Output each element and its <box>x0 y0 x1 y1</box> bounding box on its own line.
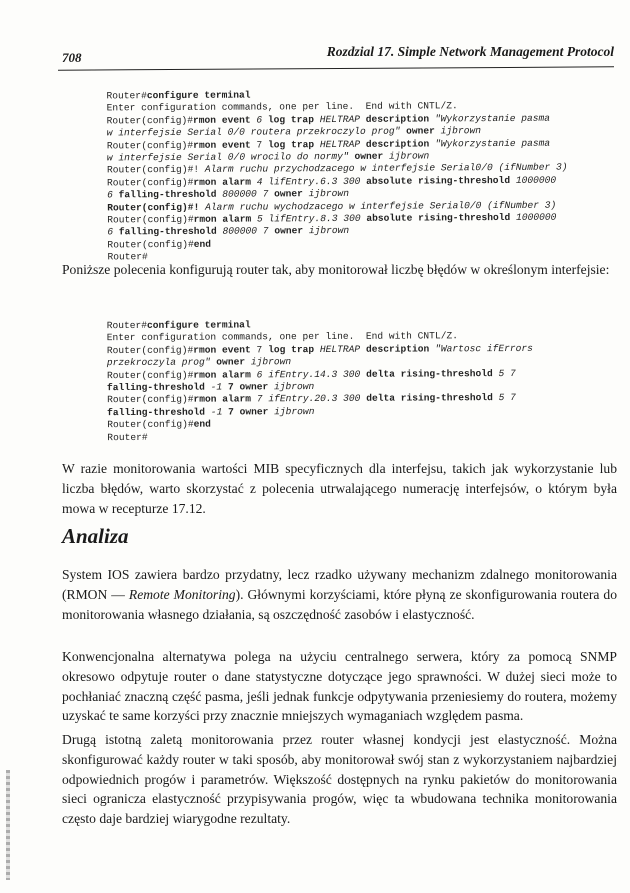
code-line <box>107 367 533 382</box>
paragraph-3-text-b: ). Głównymi korzyściami, które płyną ze skonfigurowania routera do monitorowania własnego działania, są oszczędność zasobów i elastyczność. <box>62 586 618 622</box>
code-segment: rmon alarm <box>193 213 252 225</box>
paragraph-2: W razie monitorowania wartości MIB specyficznych dla interfejsu, takich jak wykorzystanie lub liczba błędów, warto skorzystać z polecenia utrwalającego numerację interfejsów, o którym była mowa w recepturze 17.12. <box>62 461 617 516</box>
code-segment: Router(config)# <box>106 344 194 356</box>
code-segment: Router# <box>107 251 148 263</box>
code-segment: 6 <box>250 114 268 126</box>
code-segment: Router(config)# <box>107 418 194 431</box>
code-segment: 6 <box>107 189 119 201</box>
code-block-1 <box>106 88 568 264</box>
code-segment: Router(config)# <box>106 139 194 151</box>
code-segment: 1000000 <box>510 174 557 186</box>
scan-artifact <box>6 770 10 880</box>
code-segment: 5 7 <box>492 367 516 379</box>
code-segment: Router(config)#! <box>107 201 206 213</box>
code-segment: Router# <box>107 431 148 443</box>
code-segment: end <box>193 418 211 430</box>
code-segment: 6 <box>107 226 119 238</box>
code-segment: HELTRAP <box>314 138 366 150</box>
code-segment: log trap <box>267 113 314 126</box>
code-segment: description <box>365 343 430 355</box>
code-segment: przekroczyla prog" <box>106 356 217 369</box>
code-segment: ijbrown <box>268 380 315 393</box>
code-segment: Alarm ruchu wychodzacego w interfejsie Serial0/0 (ifNumber 3) <box>205 199 557 213</box>
code-segment: "Wartosc ifErrors <box>429 342 533 355</box>
code-segment: 7 owner <box>227 381 269 393</box>
code-segment: rmon alarm <box>193 176 252 188</box>
code-segment: Enter configuration commands, one per line. End with CNTL/Z. <box>106 330 458 344</box>
paragraph-5: Drugą istotną zaletą monitorowania przez router własnej kondycji jest elastyczność. Można skonfigurować każdy router w taki sposób, aby monitorował swój stan z wykorzystaniem najbardziej odpowiednich progów i parametrów. Większość dostępnych na rynku pakietów do monitorowania sieci ogranicza elastyczność przypisywania progów, więc ta wbudowana technika monitorowania często daje bardziej wiarygodne rezultaty. <box>62 732 617 827</box>
code-segment: Router(config)# <box>107 238 194 251</box>
code-segment: end <box>193 238 212 250</box>
chapter-title: Rozdzial 17. Simple Network Management Protocol <box>326 44 614 59</box>
code-segment: falling-threshold <box>107 406 206 418</box>
code-segment: 4 lifEntry.6.3 300 <box>250 175 367 188</box>
code-segment: 6 ifEntry.14.3 300 <box>250 368 367 380</box>
code-segment: owner <box>274 188 303 200</box>
code-segment: Router(config)# <box>106 114 194 127</box>
code-segment: Router(config)# <box>106 369 194 381</box>
paragraph-3 <box>62 565 617 624</box>
code-segment: -1 <box>205 406 229 418</box>
code-segment: absolute rising-threshold <box>366 174 511 187</box>
code-segment: ijbrown <box>302 188 349 200</box>
code-segment: 800000 7 <box>216 225 275 238</box>
code-segment: 7 owner <box>228 406 269 418</box>
code-segment: HELTRAP <box>313 113 366 125</box>
code-segment: owner <box>274 225 304 237</box>
code-segment: rmon event <box>193 344 251 356</box>
code-segment: delta rising-threshold <box>366 392 493 405</box>
code-segment: rmon alarm <box>193 393 252 406</box>
code-block-2 <box>107 318 534 444</box>
code-segment: 5 7 <box>492 392 516 404</box>
code-segment: 7 ifEntry.20.3 300 <box>251 393 367 405</box>
code-segment: owner <box>216 356 246 368</box>
code-segment: w interfejsie Serial 0/0 routera przekroczylo prog" <box>106 125 407 139</box>
code-line <box>107 392 533 407</box>
code-segment: ijbrown <box>245 356 292 368</box>
code-segment: falling-threshold <box>107 381 205 394</box>
code-segment: ijbrown <box>268 405 315 418</box>
section-heading: Analiza <box>62 524 129 548</box>
code-segment: ijbrown <box>383 150 430 162</box>
code-segment: ijbrown <box>303 225 350 237</box>
code-segment: Router(config)# <box>107 394 194 406</box>
code-segment: Router(config)# <box>107 213 194 226</box>
code-segment: log trap <box>267 138 315 150</box>
code-segment: Alarm ruchu przychodzacego w interfejsie Serial0/0 (ifNumber 3) <box>204 161 568 176</box>
code-segment: rmon event <box>193 139 251 151</box>
code-segment: log trap <box>268 343 315 356</box>
code-segment: falling-threshold <box>118 188 217 201</box>
code-segment: configure terminal <box>146 89 251 102</box>
code-segment: Router(config)# <box>107 176 194 189</box>
code-segment: 7 <box>250 138 269 151</box>
code-segment: rmon event <box>192 114 251 126</box>
code-segment: configure terminal <box>146 319 251 331</box>
code-segment: Router(config)#! <box>106 164 205 176</box>
paragraph-1: Poniższe polecenia konfigurują router tak, aby monitorował liczbę błędów w określonym interfejsie: <box>62 262 610 277</box>
code-segment: description <box>365 138 430 150</box>
code-segment: "Wykorzystanie pasma <box>429 137 551 149</box>
paragraph-3-text-a: System IOS zawiera bardzo przydatny, lecz rzadko używany mechanizm zdalnego monitorowania (RMON — <box>62 567 617 602</box>
code-segment: delta rising-threshold <box>366 367 493 380</box>
code-segment: 1000000 <box>510 211 557 223</box>
code-segment: owner <box>406 125 435 137</box>
code-segment: HELTRAP <box>314 343 366 355</box>
paragraph-4: Konwencjonalna alternatywa polega na użyciu centralnego serwera, który za pomocą SNMP okresowo odpytuje router o dane statystyczne dotyczące jego sprawności. W dużej sieci może to pochłaniać znaczną część pasma, jeśli jednak funkcje odpytywania przeniesiemy do routera, możemy uzyskać te same korzyści przy znacznie mniejszych wymaganiach względem pasma. <box>62 649 617 724</box>
code-segment: absolute rising-threshold <box>366 211 511 224</box>
paragraph-3-italic: Remote Monitoring <box>128 586 236 602</box>
code-segment: Router# <box>106 90 147 102</box>
code-line <box>107 343 533 358</box>
code-line <box>107 429 533 444</box>
code-segment: -1 <box>204 381 228 393</box>
code-segment: falling-threshold <box>118 226 217 238</box>
page-number: 708 <box>62 50 82 65</box>
code-segment: w interfejsie Serial 0/0 wrocilo do normy" <box>106 150 355 164</box>
code-segment: description <box>365 113 430 125</box>
code-segment: 5 lifEntry.8.3 300 <box>251 212 367 225</box>
code-segment: rmon alarm <box>193 368 251 381</box>
code-segment: 800000 7 <box>216 188 275 200</box>
code-segment: Router# <box>106 319 148 332</box>
code-segment: "Wykorzystanie pasma <box>429 112 551 125</box>
code-segment: Enter configuration commands, one per line. End with CNTL/Z. <box>106 100 458 114</box>
code-segment: ijbrown <box>434 125 481 137</box>
code-segment: owner <box>354 150 384 162</box>
code-segment: 7 <box>250 344 269 356</box>
header-rule <box>58 66 614 70</box>
